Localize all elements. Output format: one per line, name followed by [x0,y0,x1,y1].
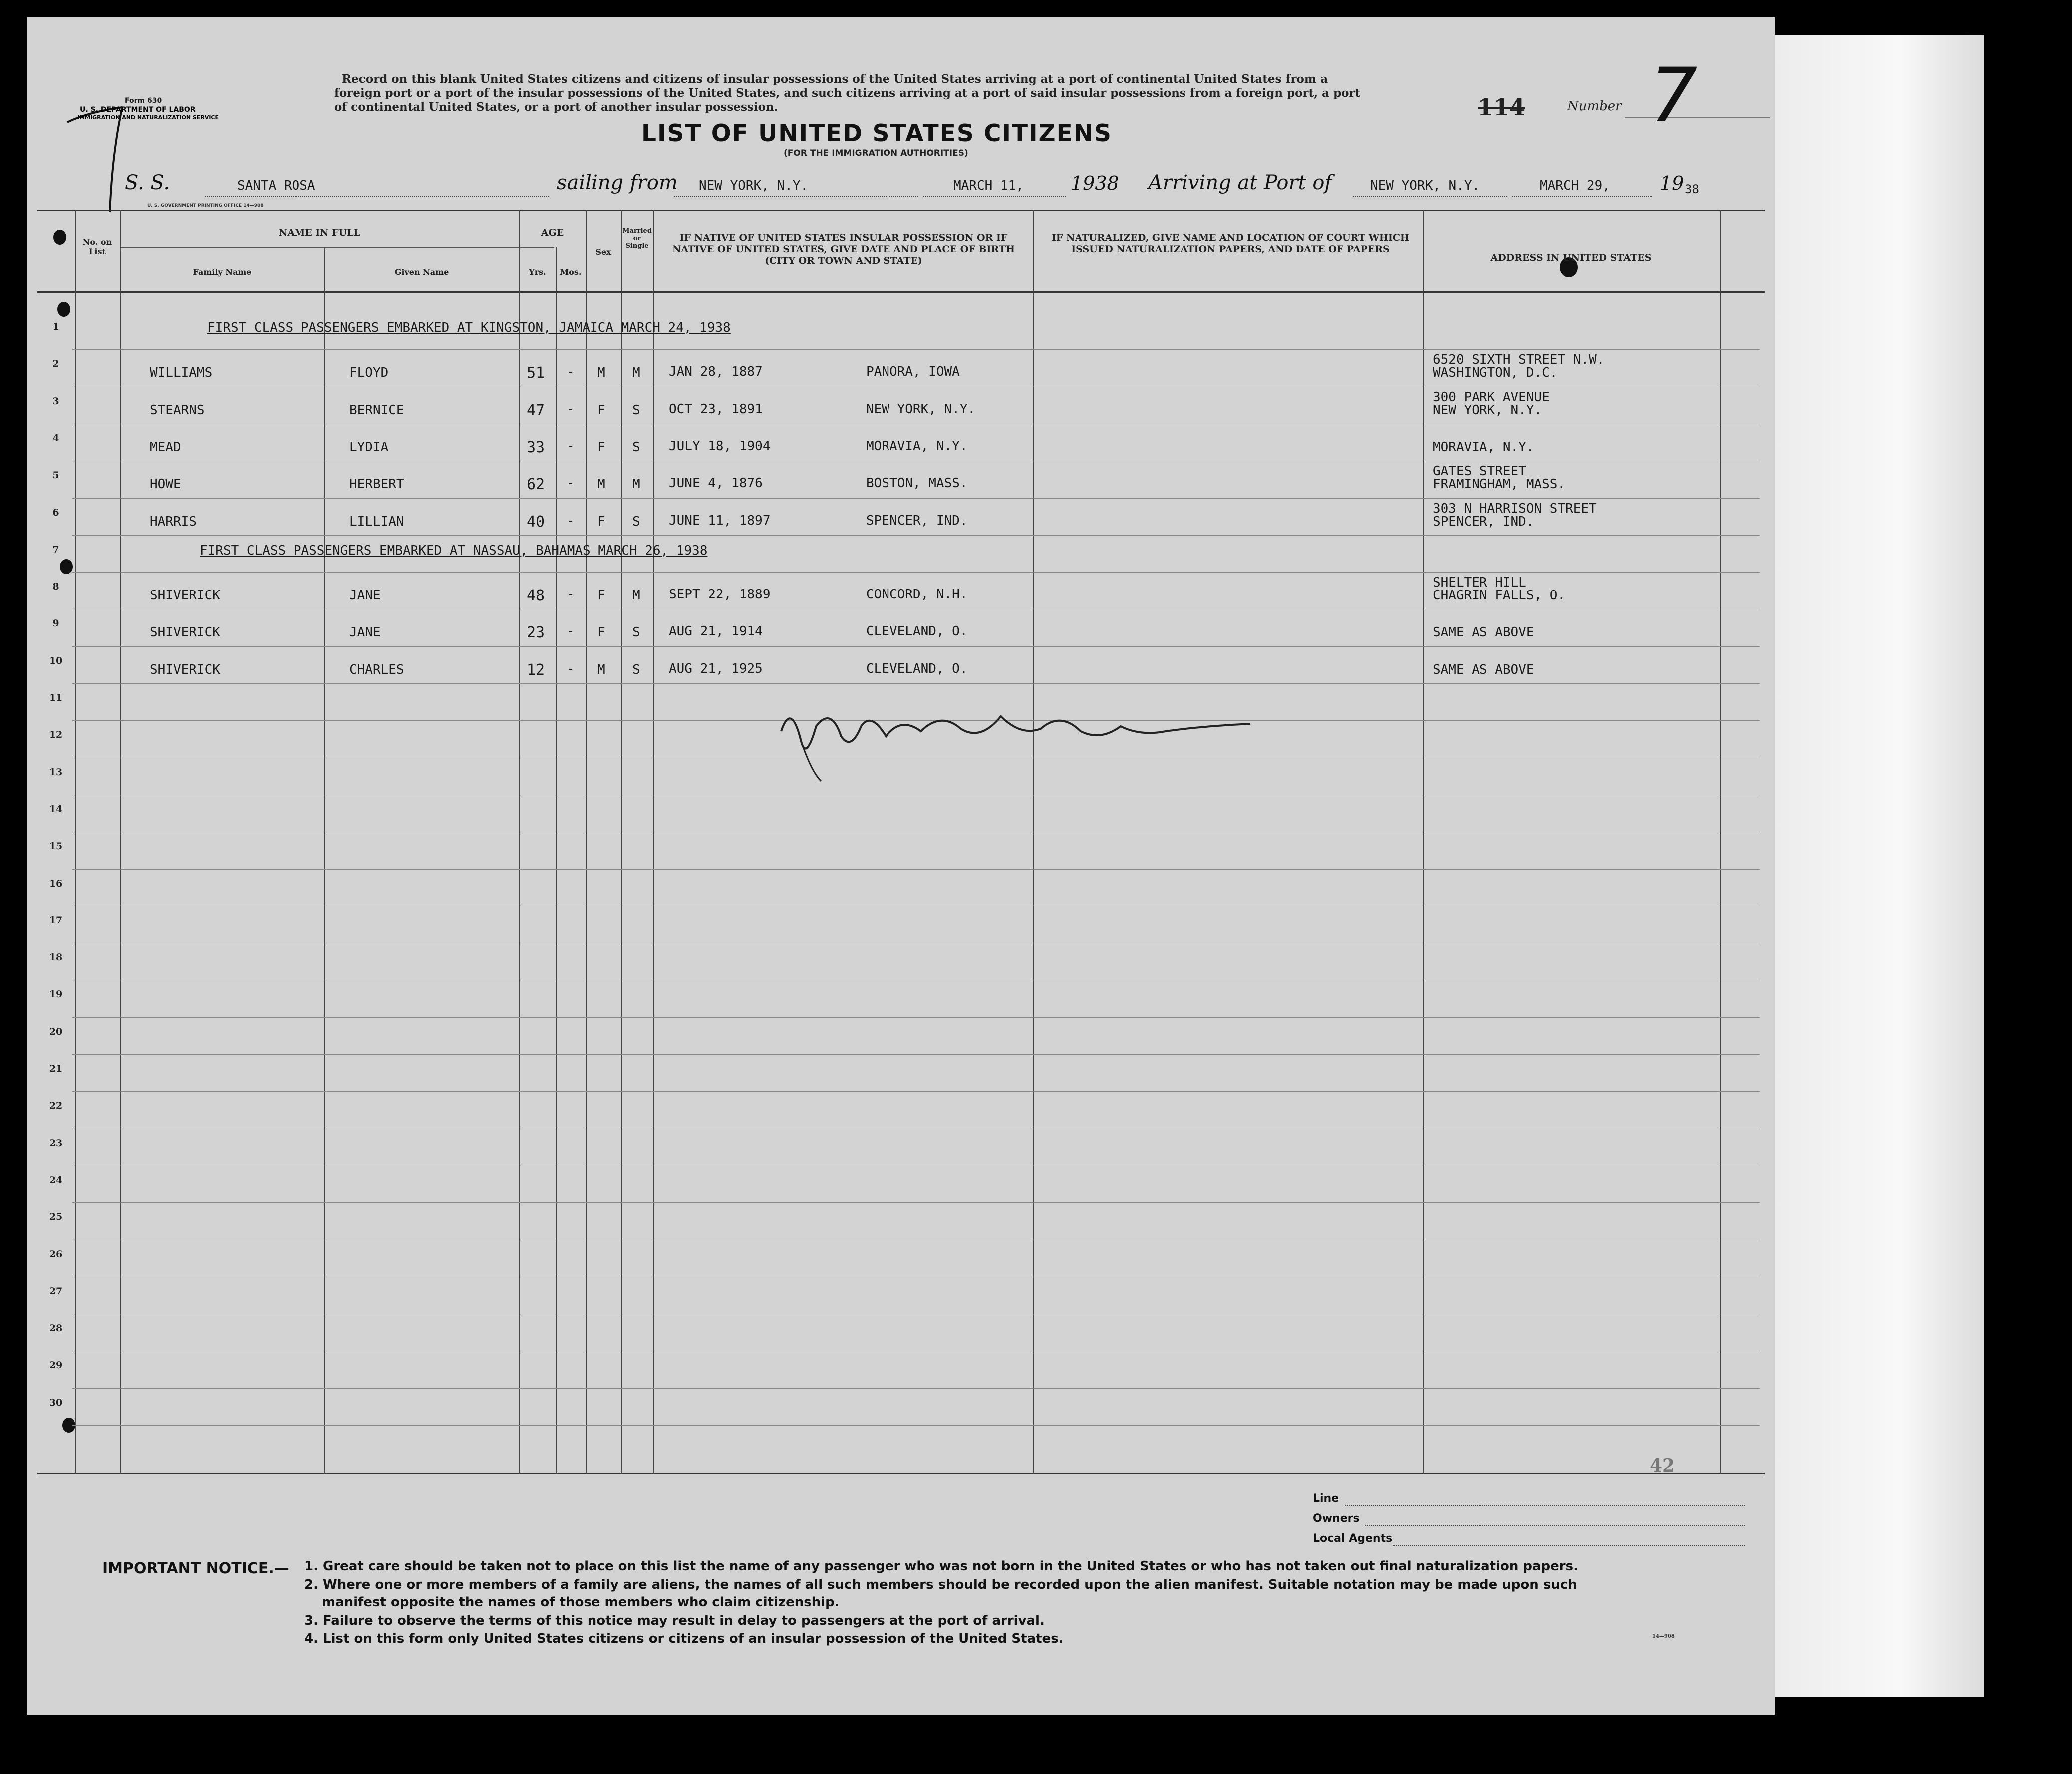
given-name: JANE [349,588,381,603]
col-line [519,210,520,1474]
row-rule [72,1202,1760,1203]
address-line-2: SAME AS ABOVE [1433,662,1534,677]
marital-status: S [632,625,640,640]
address-line-2: NEW YORK, N.Y. [1433,402,1542,418]
col-line [324,247,325,1474]
age-years: 12 [527,661,545,679]
birth-place: NEW YORK, N.Y. [866,401,976,417]
service-name: IMMIGRATION AND NATURALIZATION SERVICE [77,114,219,121]
birth-date: OCT 23, 1891 [669,401,763,417]
age-years: 62 [527,476,545,494]
agents-label: Local Agents [1313,1532,1393,1545]
age-years: 47 [527,401,545,419]
ship-line [205,196,549,197]
row-number: 17 [49,914,63,926]
row-number: 14 [49,803,63,815]
age-months: - [567,587,575,602]
sailing-label: sailing from [557,171,678,194]
row-number: 6 [52,507,59,518]
row-rule [72,572,1760,573]
row-number: 10 [49,655,63,666]
birth-place: MORAVIA, N.Y. [866,438,968,454]
birth-place: CLEVELAND, O. [866,624,968,639]
birth-date: JAN 28, 1887 [669,364,763,380]
age-years: 51 [527,364,545,382]
arrival-port-line [1353,196,1507,197]
marital-status: S [632,439,640,455]
section-heading: FIRST CLASS PASSENGERS EMBARKED AT NASSAU, BAHAMAS MARCH 26, 1938 [200,543,708,558]
birth-place: CONCORD, N.H. [866,587,968,602]
sex: F [597,439,605,455]
row-number: 5 [52,470,59,481]
owners-field [1365,1525,1745,1526]
address-line-2: FRAMINGHAM, MASS. [1433,477,1566,492]
address-line-1: SHELTER HILL [1433,575,1526,591]
address-line-1: 303 N HARRISON STREET [1433,501,1597,516]
row-number: 9 [52,618,59,629]
footer-code: 14—908 [1652,1634,1675,1639]
given-name: FLOYD [349,365,389,381]
row-number: 22 [49,1100,63,1112]
from-port: NEW YORK, N.Y. [699,178,809,193]
address-line-2: WASHINGTON, D.C. [1433,365,1558,381]
sex: M [597,662,605,677]
sex: F [597,588,605,603]
instruction-line-1: Record on this blank United States citizens and citizens of insular possessions of the United States arriving at a port of continental United States from a [342,72,1328,86]
line-field [1345,1505,1745,1506]
family-name: SHIVERICK [150,625,220,640]
arrival-port: NEW YORK, N.Y. [1370,178,1480,193]
marital-status: S [632,514,640,529]
age-years: 33 [527,438,545,456]
row-rule [72,869,1760,870]
age-months: - [567,438,575,454]
row-number: 18 [49,952,63,963]
address-line-2: MORAVIA, N.Y. [1433,439,1534,455]
birth-place: CLEVELAND, O. [866,661,968,676]
birth-place: PANORA, IOWA [866,364,960,380]
given-name: BERNICE [349,402,404,418]
age-years: 23 [527,624,545,642]
table-bottom-border [37,1473,1765,1474]
row-number: 26 [49,1248,63,1260]
header-naturalized: IF NATURALIZED, GIVE NAME AND LOCATION OF COURT WHICH ISSUED NATURALIZATION PAPERS, AND DATE OF PAPERS [1052,232,1409,255]
sex: F [597,514,605,529]
row-number: 19 [49,989,63,1000]
header-bottom-border [37,291,1765,293]
row-number: 7 [52,544,59,555]
arrival-date-line [1512,196,1652,197]
row-rule [72,646,1760,647]
ss-label: S. S. [125,171,170,194]
punch-hole [60,559,73,574]
address-line-2: SPENCER, IND. [1433,514,1534,529]
col-line [1720,210,1721,1474]
given-name: LILLIAN [349,514,404,529]
birth-date: JULY 18, 1904 [669,438,771,454]
row-rule [72,1054,1760,1055]
header-family-name: Family Name [193,267,252,277]
row-number: 29 [49,1360,63,1371]
col-line [75,210,76,1474]
row-number: 8 [52,581,59,592]
birth-date: JUNE 4, 1876 [669,476,763,491]
row-number: 15 [49,841,63,852]
notice-3: 3. Failure to observe the terms of this notice may result in delay to passengers at the port of arrival. [304,1613,1045,1628]
depart-date: MARCH 11, [953,178,1024,193]
birth-date: SEPT 22, 1889 [669,587,771,602]
address-line-2: CHAGRIN FALLS, O. [1433,588,1566,603]
sex: F [597,625,605,640]
instruction-line-3: of continental United States, or a port of another insular possession. [334,100,778,114]
ship-name: SANTA ROSA [237,178,315,193]
row-number: 27 [49,1285,63,1297]
header-name-in-full: NAME IN FULL [279,227,360,238]
row-rule [72,1425,1760,1426]
instruction-line-2: foreign port or a port of the insular possessions of the United States, and such citizens arriving at a port of said insular possessions from a foreign port, a port [334,86,1361,100]
row-number: 12 [49,729,63,741]
row-number: 2 [52,358,59,370]
header-address: ADDRESS IN UNITED STATES [1490,252,1652,263]
form-title: LIST OF UNITED STATES CITIZENS [641,120,1112,147]
age-months: - [567,661,575,676]
row-rule [72,498,1760,499]
header-sex: Sex [595,247,611,257]
birth-date: AUG 21, 1914 [669,624,763,639]
age-years: 48 [527,587,545,605]
header-age: AGE [541,227,564,238]
printing-office: U. S. GOVERNMENT PRINTING OFFICE 14—908 [147,203,264,208]
col-line [1423,210,1424,1474]
arrival-year-prefix: 19 [1660,172,1684,194]
marital-status: M [632,477,640,492]
department-name: U. S. DEPARTMENT OF LABOR [80,106,196,114]
depart-date-line [923,196,1066,197]
number-value: 7 [1650,52,1698,139]
age-months: - [567,364,575,380]
page-edge [1775,35,1984,1697]
line-label: Line [1313,1492,1339,1505]
family-name: HARRIS [150,514,197,529]
header-given-name: Given Name [394,267,449,277]
family-name: SHIVERICK [150,662,220,677]
birth-place: SPENCER, IND. [866,513,968,528]
manifest-document [27,17,1775,1715]
row-number: 25 [49,1211,63,1223]
row-number: 1 [52,321,59,332]
birth-date: JUNE 11, 1897 [669,513,771,528]
family-name: WILLIAMS [150,365,213,381]
family-name: STEARNS [150,402,205,418]
family-name: HOWE [150,477,181,492]
signature-scribble [771,681,1285,791]
age-months: - [567,476,575,491]
page-number: 42 [1650,1455,1675,1476]
number-struck: 114 [1478,94,1526,121]
marital-status: M [632,365,640,381]
punch-hole [57,302,70,317]
form-number: Form 630 [125,97,162,105]
sex: M [597,365,605,381]
row-number: 20 [49,1026,63,1037]
header-mos: Mos. [560,267,582,277]
age-years: 40 [527,513,545,531]
row-number: 11 [49,692,63,703]
row-number: 4 [52,432,59,444]
table-top-border [37,210,1765,211]
notice-1: 1. Great care should be taken not to place on this list the name of any passenger who was not born in the United States or who has not taken out final naturalization papers. [304,1559,1578,1574]
marital-status: S [632,662,640,677]
col-line [556,247,557,1474]
address-line-1: GATES STREET [1433,464,1526,479]
age-months: - [567,401,575,417]
notice-label: IMPORTANT NOTICE.— [102,1560,289,1577]
row-number: 16 [49,878,63,889]
from-port-line [674,196,918,197]
row-number: 28 [49,1323,63,1334]
punch-hole [53,230,66,245]
section-heading: FIRST CLASS PASSENGERS EMBARKED AT KINGSTON, JAMAICA MARCH 24, 1938 [207,320,731,335]
col-line [586,210,587,1474]
row-number: 23 [49,1137,63,1149]
notice-4: 4. List on this form only United States citizens or citizens of an insular possession of the United States. [304,1631,1064,1646]
sex: F [597,402,605,418]
sex: M [597,477,605,492]
depart-year: 1938 [1071,172,1119,194]
col-line [1033,210,1034,1474]
col-line [653,210,654,1474]
given-name: LYDIA [349,439,389,455]
number-label: Number [1567,99,1622,114]
arrival-date: MARCH 29, [1540,178,1610,193]
birth-place: BOSTON, MASS. [866,476,968,491]
row-rule [72,349,1760,350]
birth-date: AUG 21, 1925 [669,661,763,676]
notice-2: 2. Where one or more members of a family are aliens, the names of all such members should be recorded upon the alien manifest. Suitable notation may be made upon such [304,1577,1577,1592]
name-age-divider [120,247,554,248]
marital-status: M [632,588,640,603]
row-rule [72,1388,1760,1389]
row-number: 3 [52,395,59,407]
form-subtitle: (FOR THE IMMIGRATION AUTHORITIES) [784,148,968,158]
header-no-on-list: No. on List [82,237,112,256]
row-rule [72,1017,1760,1018]
notice-2-cont: manifest opposite the names of those members who claim citizenship. [322,1595,840,1610]
col-line [621,210,622,1474]
header-married-single: Married or Single [622,227,652,250]
age-months: - [567,513,575,528]
family-name: MEAD [150,439,181,455]
row-number: 13 [49,766,63,778]
address-line-1: 6520 SIXTH STREET N.W. [1433,352,1605,368]
age-months: - [567,624,575,639]
agents-field [1393,1545,1745,1546]
header-yrs: Yrs. [529,267,546,277]
given-name: JANE [349,625,381,640]
row-number: 30 [49,1397,63,1408]
given-name: HERBERT [349,477,404,492]
arrival-year: 38 [1685,182,1699,196]
header-birth: IF NATIVE OF UNITED STATES INSULAR POSSESSION OR IF NATIVE OF UNITED STATES, GIVE DATE AND PLACE OF BIRTH (CITY OR TOWN AND STATE) [672,232,1015,266]
given-name: CHARLES [349,662,404,677]
owners-label: Owners [1313,1512,1360,1525]
address-line-1: 300 PARK AVENUE [1433,389,1550,405]
marital-status: S [632,402,640,418]
row-rule [72,535,1760,536]
row-number: 21 [49,1063,63,1074]
address-line-2: SAME AS ABOVE [1433,625,1534,640]
arriving-label: Arriving at Port of [1148,171,1332,194]
family-name: SHIVERICK [150,588,220,603]
col-line [120,210,121,1474]
row-rule [72,1091,1760,1092]
row-number: 24 [49,1174,63,1185]
